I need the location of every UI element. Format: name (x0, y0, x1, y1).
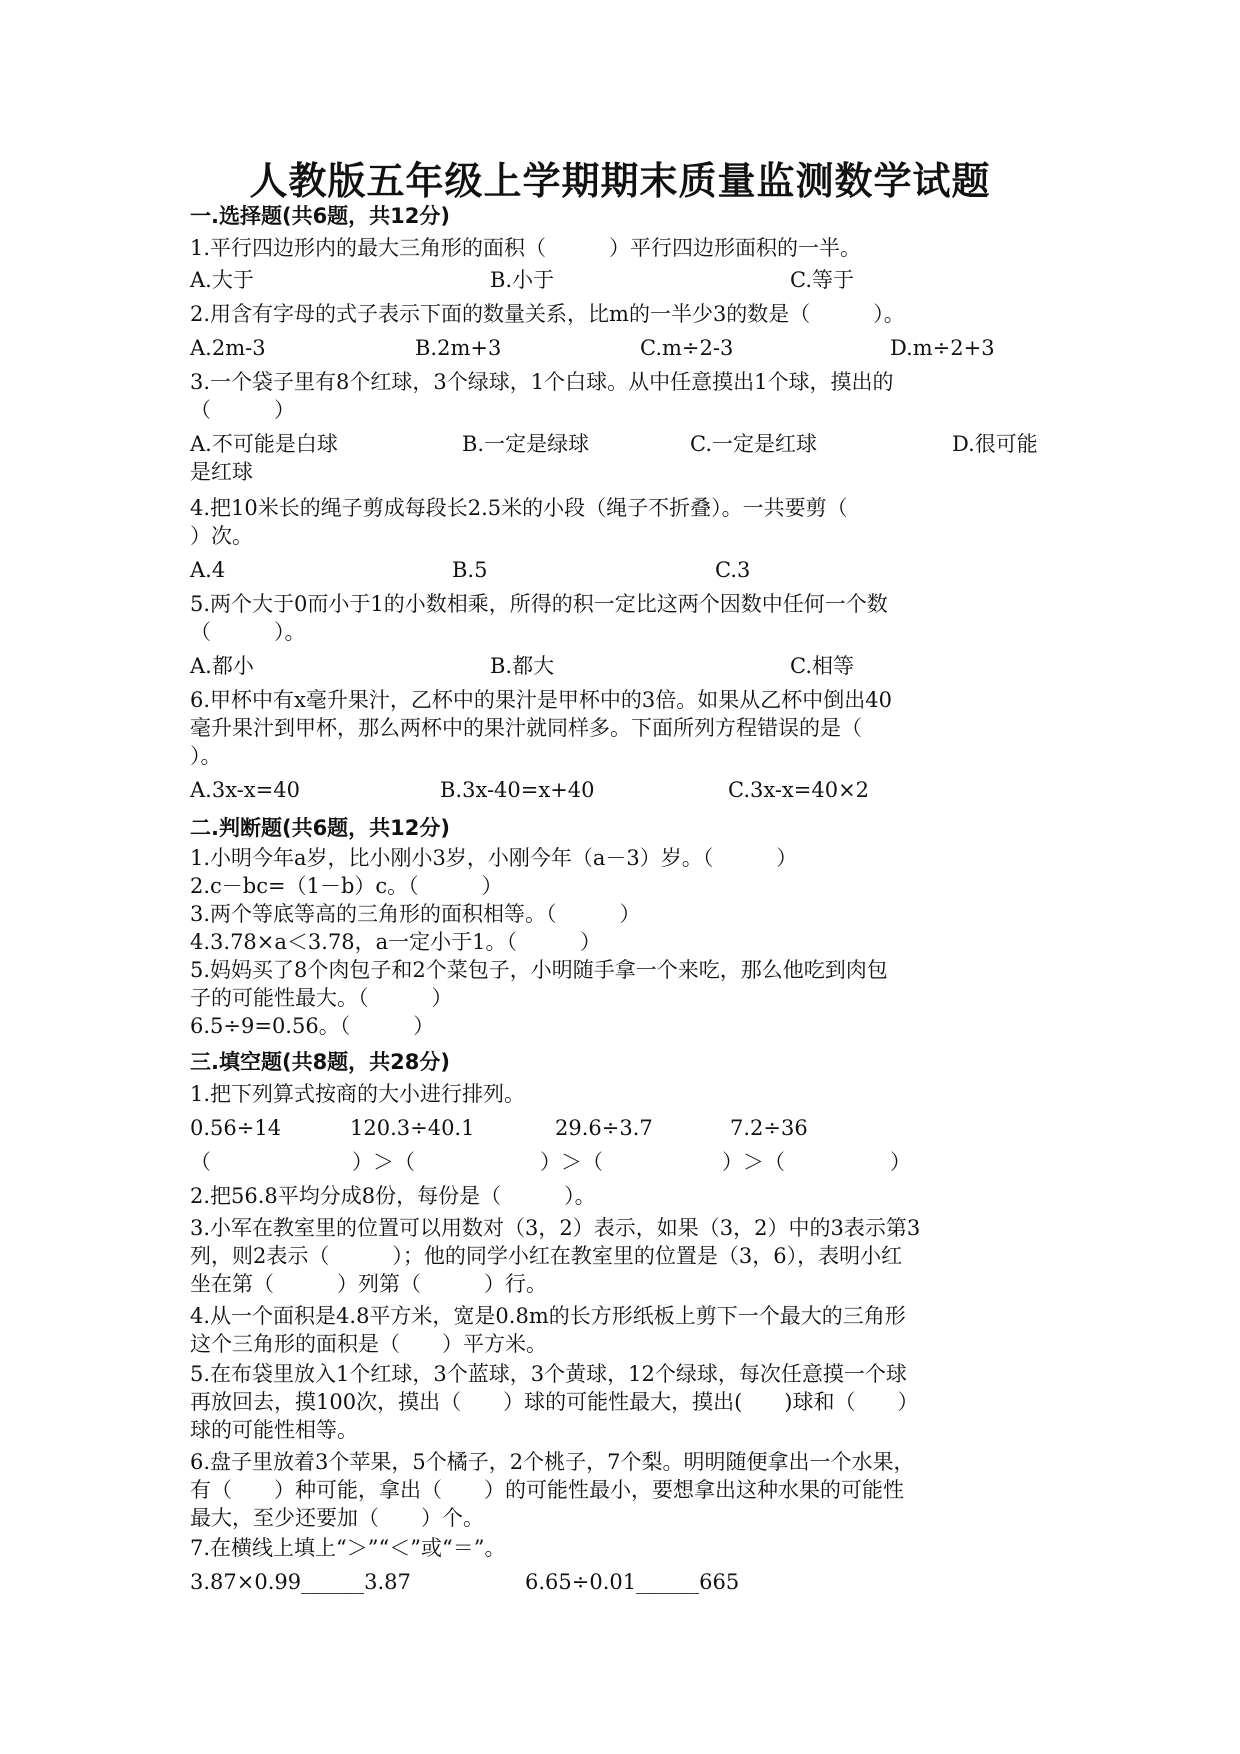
judge-q6: 6.5÷9=0.56。（ ） (190, 1014, 435, 1038)
choice-q4-option-c: C.3 (715, 558, 751, 582)
judge-q5-line2: 子的可能性最大。（ ） (190, 986, 453, 1010)
choice-q3-line2: （ ） (190, 398, 295, 422)
fill-q1-order-2: ）＞（ (352, 1150, 415, 1174)
fill-q1-order-1: （ (190, 1150, 211, 1174)
choice-q3-option-b: B.一定是绿球 (462, 432, 590, 456)
fill-q1: 1.把下列算式按商的大小进行排列。 (190, 1082, 526, 1106)
choice-q4-line1: 4.把10米长的绳子剪成每段长2.5米的小段（绳子不折叠）。一共要剪（ (190, 496, 848, 520)
choice-q4-option-a: A.4 (190, 558, 226, 582)
fill-q5-line1: 5.在布袋里放入1个红球，3个蓝球，3个黄球，12个绿球，每次任意摸一个球 (190, 1362, 907, 1386)
choice-q2-option-b: B.2m+3 (415, 336, 502, 360)
fill-q4-line2: 这个三角形的面积是（ ）平方米。 (190, 1332, 547, 1356)
choice-q5-option-a: A.都小 (190, 654, 254, 678)
choice-q6-option-b: B.3x-40=x+40 (440, 778, 595, 802)
fill-q1-expr-1: 0.56÷14 (190, 1116, 282, 1140)
choice-q6-line3: ）。 (190, 744, 222, 768)
choice-q3-line3: 是红球 (190, 460, 253, 484)
choice-q4-line2: ）次。 (190, 524, 253, 548)
choice-q5-line1: 5.两个大于0而小于1的小数相乘，所得的积一定比这两个因数中任何一个数 (190, 592, 888, 616)
choice-q2-option-d: D.m÷2+3 (890, 336, 995, 360)
choice-q4-option-b: B.5 (452, 558, 488, 582)
fill-q6-line2: 有（ ）种可能，拿出（ ）的可能性最小，要想拿出这种水果的可能性 (190, 1478, 904, 1502)
choice-q6-option-a: A.3x-x=40 (190, 778, 300, 802)
choice-q6-line1: 6.甲杯中有x毫升果汁，乙杯中的果汁是甲杯中的3倍。如果从乙杯中倒出40 (190, 688, 892, 712)
fill-q7-item-1: 3.87×0.99______3.87 (190, 1570, 411, 1594)
fill-q7: 7.在横线上填上“＞”“＜”或“＝”。 (190, 1536, 506, 1560)
choice-q2-option-c: C.m÷2-3 (640, 336, 734, 360)
choice-q1-option-c: C.等于 (790, 268, 854, 292)
choice-q5-option-c: C.相等 (790, 654, 854, 678)
fill-q5-line2: 再放回去，摸100次，摸出（ ）球的可能性最大，摸出( )球和（ ） (190, 1390, 919, 1414)
fill-q3-line1: 3.小军在教室里的位置可以用数对（3，2）表示，如果（3，2）中的3表示第3 (190, 1216, 921, 1240)
judge-q4: 4.3.78×a＜3.78，a一定小于1。（ ） (190, 930, 602, 954)
fill-q5-line3: 球的可能性相等。 (190, 1418, 358, 1442)
judge-q5-line1: 5.妈妈买了8个肉包子和2个菜包子，小明随手拿一个来吃，那么他吃到肉包 (190, 958, 888, 982)
choice-q5-line2: （ ）。 (190, 620, 306, 644)
judge-q2: 2.c－bc=（1－b）c。（ ） (190, 874, 503, 898)
fill-q1-expr-4: 7.2÷36 (730, 1116, 808, 1140)
exam-title: 人教版五年级上学期期末质量监测数学试题 (249, 159, 991, 203)
choice-q2: 2.用含有字母的式子表示下面的数量关系，比m的一半少3的数是（ ）。 (190, 302, 905, 326)
section-judge-heading: 二.判断题(共6题，共12分) (190, 816, 451, 840)
fill-q7-item-2: 6.65÷0.01______665 (525, 1570, 740, 1594)
choice-q1-option-a: A.大于 (190, 268, 254, 292)
fill-q1-order-3: ）＞（ (540, 1150, 603, 1174)
choice-q3-line1: 3.一个袋子里有8个红球，3个绿球，1个白球。从中任意摸出1个球，摸出的 (190, 370, 894, 394)
fill-q6-line1: 6.盘子里放着3个苹果，5个橘子，2个桃子，7个梨。明明随便拿出一个水果， (190, 1450, 915, 1474)
choice-q3-option-d: D.很可能 (952, 432, 1038, 456)
judge-q3: 3.两个等底等高的三角形的面积相等。（ ） (190, 902, 641, 926)
choice-q2-option-a: A.2m-3 (190, 336, 266, 360)
choice-q1-option-b: B.小于 (490, 268, 555, 292)
fill-q1-order-4: ）＞（ (722, 1150, 785, 1174)
choice-q1: 1.平行四边形内的最大三角形的面积（ ）平行四边形面积的一半。 (190, 236, 862, 260)
fill-q6-line3: 最大，至少还要加（ ）个。 (190, 1506, 484, 1530)
fill-q1-order-5: ） (890, 1150, 911, 1174)
fill-q1-expr-2: 120.3÷40.1 (350, 1116, 475, 1140)
choice-q3-option-a: A.不可能是白球 (190, 432, 338, 456)
section-fill-heading: 三.填空题(共8题，共28分) (190, 1050, 451, 1074)
fill-q1-expr-3: 29.6÷3.7 (555, 1116, 653, 1140)
choice-q6-option-c: C.3x-x=40×2 (728, 778, 870, 802)
choice-q3-option-c: C.一定是红球 (690, 432, 817, 456)
fill-q2: 2.把56.8平均分成8份，每份是（ ）。 (190, 1184, 596, 1208)
judge-q1: 1.小明今年a岁，比小刚小3岁，小刚今年（a－3）岁。（ ） (190, 846, 798, 870)
fill-q3-line3: 坐在第（ ）列第（ ）行。 (190, 1272, 547, 1296)
section-choice-heading: 一.选择题(共6题，共12分) (190, 204, 451, 228)
fill-q3-line2: 列，则2表示（ ）；他的同学小红在教室里的位置是（3，6），表明小红 (190, 1244, 903, 1268)
choice-q5-option-b: B.都大 (490, 654, 555, 678)
choice-q6-line2: 毫升果汁到甲杯，那么两杯中的果汁就同样多。下面所列方程错误的是（ (190, 716, 862, 740)
fill-q4-line1: 4.从一个面积是4.8平方米，宽是0.8m的长方形纸板上剪下一个最大的三角形 (190, 1304, 906, 1328)
